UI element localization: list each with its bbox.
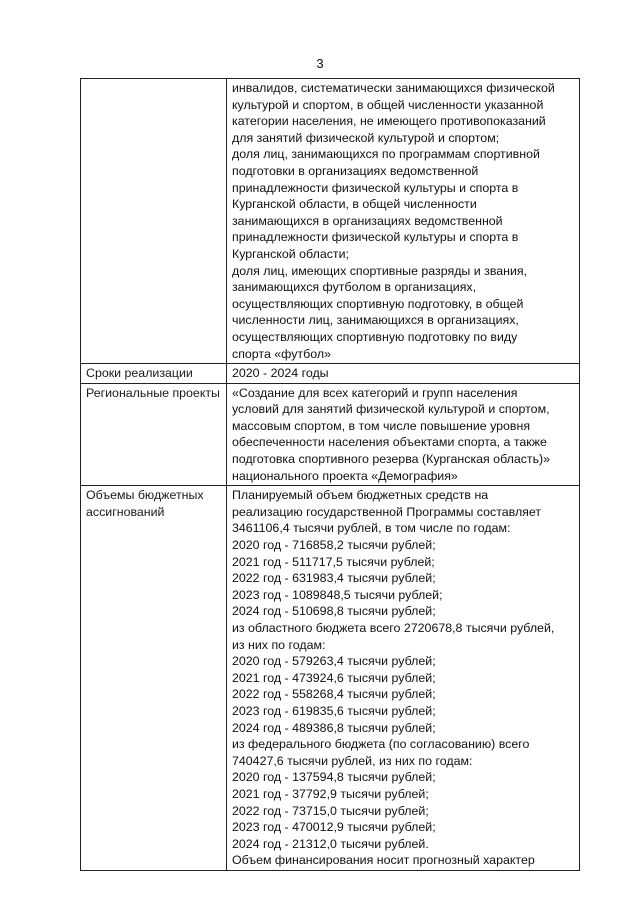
row-label: Региональные проекты (86, 385, 220, 400)
value-text-line: 2023 год - 1089848,5 тысячи рублей; (232, 587, 443, 602)
value-text-line: 2024 год - 510698,8 тысячи рублей; (232, 604, 436, 619)
row-label: Сроки реализации (86, 366, 193, 381)
value-text-line: 2020 год - 716858,2 тысячи рублей; (232, 538, 436, 553)
row-value-cell (227, 79, 580, 364)
value-text-line: из федерального бюджета (по согласованию) всего (232, 737, 530, 752)
value-text-line: культурой и спортом, в общей численности указанной (232, 97, 544, 112)
value-text-line: доля лиц, занимающихся по программам спортивной (232, 147, 540, 162)
value-text-line: 2024 год - 489386,8 тысячи рублей; (232, 720, 436, 735)
value-text-line: Курганской области, в общей численности (232, 197, 477, 212)
value-text-line: из областного бюджета всего 2720678,8 тысячи рублей, (232, 621, 555, 635)
row-label: Объемы бюджетных ассигнований (86, 488, 204, 519)
value-text-line: занимающихся футболом в организациях, (232, 280, 477, 295)
page-number: 3 (316, 56, 324, 71)
value-text-line: национального проекта «Демография» (232, 468, 458, 483)
value-text-line: условий для занятий физической культурой и спортом, (232, 402, 550, 417)
value-text-line: 2020 год - 137594,8 тысячи рублей; (232, 770, 436, 785)
value-text-line: 2023 год - 619835,6 тысячи рублей; (232, 703, 436, 718)
value-text-line: Планируемый объем бюджетных средств на (232, 488, 489, 503)
value-text-line: 3461106,4 тысячи рублей, в том числе по годам: (232, 521, 511, 536)
value-text-line: инвалидов, систематически занимающихся физической (232, 81, 555, 95)
value-text-line: 2022 год - 631983,4 тысячи рублей; (232, 571, 436, 586)
row-label-cell (81, 486, 227, 871)
row-value-cell (227, 383, 580, 486)
value-text-line: обеспеченности населения объектами спорта, а также (232, 435, 547, 450)
row-label-cell (81, 364, 227, 384)
table-row (81, 383, 580, 486)
value-text-line: реализацию государственной Программы составляет (232, 504, 542, 519)
value-text-line: подготовка спортивного резерва (Курганская область)» (232, 452, 551, 467)
value-text-line: 740427,6 тысячи рублей, из них по годам: (232, 753, 473, 768)
value-text-line: доля лиц, имеющих спортивные разряды и звания, (232, 263, 528, 278)
value-text-line: 2021 год - 473924,6 тысячи рублей; (232, 670, 436, 685)
value-text-line: 2024 год - 21312,0 тысячи рублей. (232, 836, 429, 851)
value-text-line: 2021 год - 37792,9 тысячи рублей; (232, 786, 429, 801)
value-text-line: 2020 - 2024 годы (232, 366, 329, 381)
value-text-line: массовым спортом, в том числе повышение уровня (232, 418, 531, 433)
row-value-cell (227, 486, 580, 871)
value-text-line: для занятий физической культурой и спортом; (232, 130, 500, 145)
value-text-line: Объем финансирования носит прогнозный характер (232, 853, 535, 868)
row-value-cell (227, 364, 580, 384)
table-row (81, 364, 580, 384)
value-text-line: 2023 год - 470012,9 тысячи рублей; (232, 820, 436, 835)
value-text-line: осуществляющих спортивную подготовку, в общей (232, 296, 524, 311)
table-body (81, 79, 580, 871)
value-text-line: Курганской области; (232, 246, 349, 261)
table-row (81, 79, 580, 364)
value-text-line: подготовки в организациях ведомственной (232, 163, 479, 178)
value-text-line: численности лиц, занимающихся в организациях, (232, 313, 519, 328)
value-text-line: принадлежности физической культуры и спорта в (232, 230, 519, 245)
value-text-line: спорта «футбол» (232, 346, 331, 361)
value-text-line: 2022 год - 73715,0 тысячи рублей; (232, 803, 429, 818)
value-text-line: категории населения, не имеющего противопоказаний (232, 114, 546, 129)
row-label-cell (81, 383, 227, 486)
row-label-cell (81, 79, 227, 364)
value-text-line: 2022 год - 558268,4 тысячи рублей; (232, 687, 436, 702)
value-text-line: из них по годам: (232, 637, 326, 652)
program-passport-table (80, 78, 580, 871)
value-text-line: «Создание для всех категорий и групп населения (232, 385, 518, 400)
table-row (81, 486, 580, 871)
value-text-line: 2021 год - 511717,5 тысячи рублей; (232, 554, 435, 569)
value-text-line: 2020 год - 579263,4 тысячи рублей; (232, 654, 436, 669)
value-text-line: осуществляющих спортивную подготовку по виду (232, 329, 518, 344)
value-text-line: занимающихся в организациях ведомственной (232, 213, 503, 228)
value-text-line: принадлежности физической культуры и спорта в (232, 180, 519, 195)
